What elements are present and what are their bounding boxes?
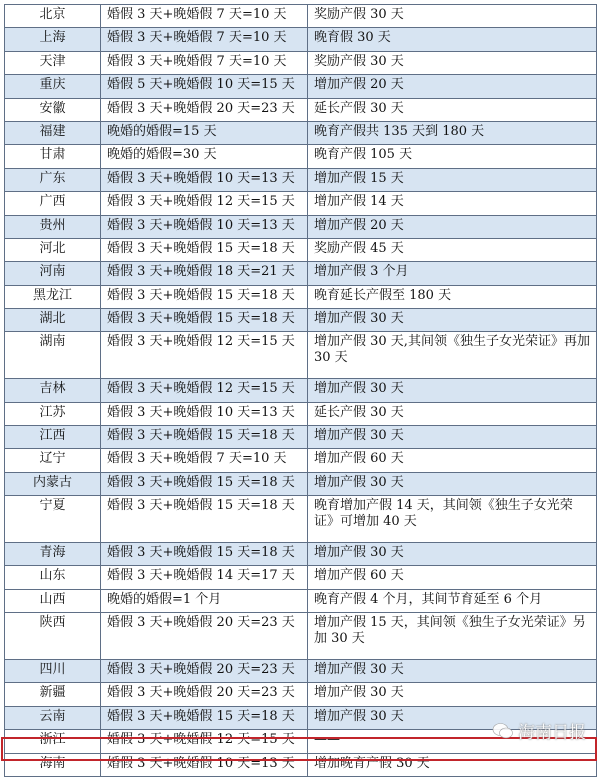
- table-row: [5, 98, 597, 121]
- table-row: [5, 402, 597, 425]
- maternity-leave-cell: 奖励产假 30 天: [308, 5, 597, 28]
- maternity-leave-cell: 增加产假 20 天: [308, 215, 597, 238]
- province-cell: 重庆: [5, 75, 101, 98]
- province-cell: 北京: [5, 5, 101, 28]
- table-row: [5, 332, 597, 379]
- wedding-leave-cell: 婚假 3 天+晚婚假 10 天=13 天: [101, 753, 308, 776]
- watermark: [492, 718, 586, 743]
- wedding-leave-cell: 婚假 5 天+晚婚假 10 天=15 天: [101, 75, 308, 98]
- wedding-leave-cell: 婚假 3 天+晚婚假 20 天=23 天: [101, 98, 308, 121]
- wedding-leave-cell: 婚假 3 天+晚婚假 15 天=18 天: [101, 309, 308, 332]
- wedding-leave-cell: 婚假 3 天+晚婚假 15 天=18 天: [101, 496, 308, 543]
- table-row: [5, 5, 597, 28]
- table-row: [5, 589, 597, 612]
- province-cell: 山东: [5, 566, 101, 589]
- wedding-leave-cell: 婚假 3 天+晚婚假 15 天=18 天: [101, 472, 308, 495]
- wedding-leave-cell: 婚假 3 天+晚婚假 10 天=13 天: [101, 168, 308, 191]
- province-cell: 甘肃: [5, 145, 101, 168]
- maternity-leave-cell: 晚育产假共 135 天到 180 天: [308, 121, 597, 144]
- table-row: [5, 753, 597, 776]
- table-row: [5, 75, 597, 98]
- leave-policy-table: [4, 4, 597, 777]
- maternity-leave-cell: 奖励产假 45 天: [308, 238, 597, 261]
- wedding-leave-cell: 晚婚的婚假=30 天: [101, 145, 308, 168]
- table-row: [5, 192, 597, 215]
- maternity-leave-cell: 晚育增加产假 14 天，其间领《独生子女光荣证》可增加 40 天: [308, 496, 597, 543]
- wechat-icon: [492, 722, 514, 740]
- province-cell: 黑龙江: [5, 285, 101, 308]
- province-cell: 青海: [5, 543, 101, 566]
- table-row: [5, 472, 597, 495]
- maternity-leave-cell: 晚育产假 105 天: [308, 145, 597, 168]
- wedding-leave-cell: 晚婚的婚假=1 个月: [101, 589, 308, 612]
- wedding-leave-cell: 晚婚的婚假=15 天: [101, 121, 308, 144]
- province-cell: 湖南: [5, 332, 101, 379]
- province-cell: 河北: [5, 238, 101, 261]
- wedding-leave-cell: 婚假 3 天+晚婚假 12 天=15 天: [101, 730, 308, 753]
- wedding-leave-cell: 婚假 3 天+晚婚假 12 天=15 天: [101, 192, 308, 215]
- maternity-leave-cell: 增加产假 30 天,其间领《独生子女光荣证》再加 30 天: [308, 332, 597, 379]
- wedding-leave-cell: 婚假 3 天+晚婚假 20 天=23 天: [101, 683, 308, 706]
- province-cell: 贵州: [5, 215, 101, 238]
- table-row: [5, 566, 597, 589]
- province-cell: 辽宁: [5, 449, 101, 472]
- table-row: [5, 379, 597, 402]
- maternity-leave-cell: 增加产假 30 天: [308, 683, 597, 706]
- province-cell: 内蒙古: [5, 472, 101, 495]
- watermark-text: 海南日报: [518, 723, 586, 743]
- wedding-leave-cell: 婚假 3 天+晚婚假 15 天=18 天: [101, 543, 308, 566]
- maternity-leave-cell: ——: [308, 730, 597, 753]
- table-row: [5, 145, 597, 168]
- province-cell: 江西: [5, 426, 101, 449]
- maternity-leave-cell: 增加产假 3 个月: [308, 262, 597, 285]
- table-row: [5, 121, 597, 144]
- maternity-leave-cell: 增加产假 14 天: [308, 192, 597, 215]
- table-row: [5, 683, 597, 706]
- province-cell: 天津: [5, 51, 101, 74]
- maternity-leave-cell: 增加产假 15 天，其间领《独生子女光荣证》另加 30 天: [308, 613, 597, 660]
- maternity-leave-cell: 延长产假 30 天: [308, 98, 597, 121]
- wedding-leave-cell: 婚假 3 天+晚婚假 12 天=15 天: [101, 332, 308, 379]
- wedding-leave-cell: 婚假 3 天+晚婚假 15 天=18 天: [101, 238, 308, 261]
- province-cell: 福建: [5, 121, 101, 144]
- wedding-leave-cell: 婚假 3 天+晚婚假 20 天=23 天: [101, 659, 308, 682]
- maternity-leave-cell: 增加产假 30 天: [308, 426, 597, 449]
- province-cell: 广东: [5, 168, 101, 191]
- maternity-leave-cell: 晚育假 30 天: [308, 28, 597, 51]
- maternity-leave-cell: 增加产假 30 天: [308, 472, 597, 495]
- province-cell: 浙江: [5, 730, 101, 753]
- table-row: [5, 496, 597, 543]
- wedding-leave-cell: 婚假 3 天+晚婚假 15 天=18 天: [101, 426, 308, 449]
- table-body: [5, 5, 597, 777]
- province-cell: 吉林: [5, 379, 101, 402]
- maternity-leave-cell: 晚育产假 4 个月，其间节育延至 6 个月: [308, 589, 597, 612]
- wedding-leave-cell: 婚假 3 天+晚婚假 10 天=13 天: [101, 402, 308, 425]
- table-row: [5, 215, 597, 238]
- wedding-leave-cell: 婚假 3 天+晚婚假 14 天=17 天: [101, 566, 308, 589]
- maternity-leave-cell: 增加产假 15 天: [308, 168, 597, 191]
- maternity-leave-cell: 增加产假 60 天: [308, 566, 597, 589]
- table-row: [5, 168, 597, 191]
- province-cell: 河南: [5, 262, 101, 285]
- wedding-leave-cell: 婚假 3 天+晚婚假 7 天=10 天: [101, 5, 308, 28]
- wedding-leave-cell: 婚假 3 天+晚婚假 7 天=10 天: [101, 28, 308, 51]
- province-cell: 新疆: [5, 683, 101, 706]
- wedding-leave-cell: 婚假 3 天+晚婚假 20 天=23 天: [101, 613, 308, 660]
- wedding-leave-cell: 婚假 3 天+晚婚假 15 天=18 天: [101, 706, 308, 729]
- table-row: [5, 238, 597, 261]
- maternity-leave-cell: 增加产假 30 天: [308, 309, 597, 332]
- maternity-leave-cell: 增加产假 20 天: [308, 75, 597, 98]
- wedding-leave-cell: 婚假 3 天+晚婚假 7 天=10 天: [101, 51, 308, 74]
- province-cell: 湖北: [5, 309, 101, 332]
- maternity-leave-cell: 延长产假 30 天: [308, 402, 597, 425]
- maternity-leave-cell: 晚育延长产假至 180 天: [308, 285, 597, 308]
- wedding-leave-cell: 婚假 3 天+晚婚假 15 天=18 天: [101, 285, 308, 308]
- table-row: [5, 659, 597, 682]
- maternity-leave-cell: 增加产假 30 天: [308, 659, 597, 682]
- province-cell: 云南: [5, 706, 101, 729]
- province-cell: 宁夏: [5, 496, 101, 543]
- province-cell: 广西: [5, 192, 101, 215]
- table-row: [5, 449, 597, 472]
- province-cell: 四川: [5, 659, 101, 682]
- province-cell: 海南: [5, 753, 101, 776]
- province-cell: 陕西: [5, 613, 101, 660]
- province-cell: 安徽: [5, 98, 101, 121]
- wedding-leave-cell: 婚假 3 天+晚婚假 7 天=10 天: [101, 449, 308, 472]
- maternity-leave-cell: 奖励产假 30 天: [308, 51, 597, 74]
- province-cell: 山西: [5, 589, 101, 612]
- table-row: [5, 426, 597, 449]
- province-cell: 江苏: [5, 402, 101, 425]
- maternity-leave-cell: 增加产假 30 天: [308, 379, 597, 402]
- maternity-leave-cell: 增加产假 30 天: [308, 706, 597, 729]
- table-row: [5, 262, 597, 285]
- table-row: [5, 51, 597, 74]
- table-row: [5, 613, 597, 660]
- table-row: [5, 309, 597, 332]
- table-row: [5, 28, 597, 51]
- maternity-leave-cell: 增加产假 30 天: [308, 543, 597, 566]
- maternity-leave-cell: 增加晚育产假 30 天: [308, 753, 597, 776]
- wedding-leave-cell: 婚假 3 天+晚婚假 18 天=21 天: [101, 262, 308, 285]
- maternity-leave-cell: 增加产假 60 天: [308, 449, 597, 472]
- table-row: [5, 543, 597, 566]
- province-cell: 上海: [5, 28, 101, 51]
- wedding-leave-cell: 婚假 3 天+晚婚假 10 天=13 天: [101, 215, 308, 238]
- wedding-leave-cell: 婚假 3 天+晚婚假 12 天=15 天: [101, 379, 308, 402]
- table-row: [5, 285, 597, 308]
